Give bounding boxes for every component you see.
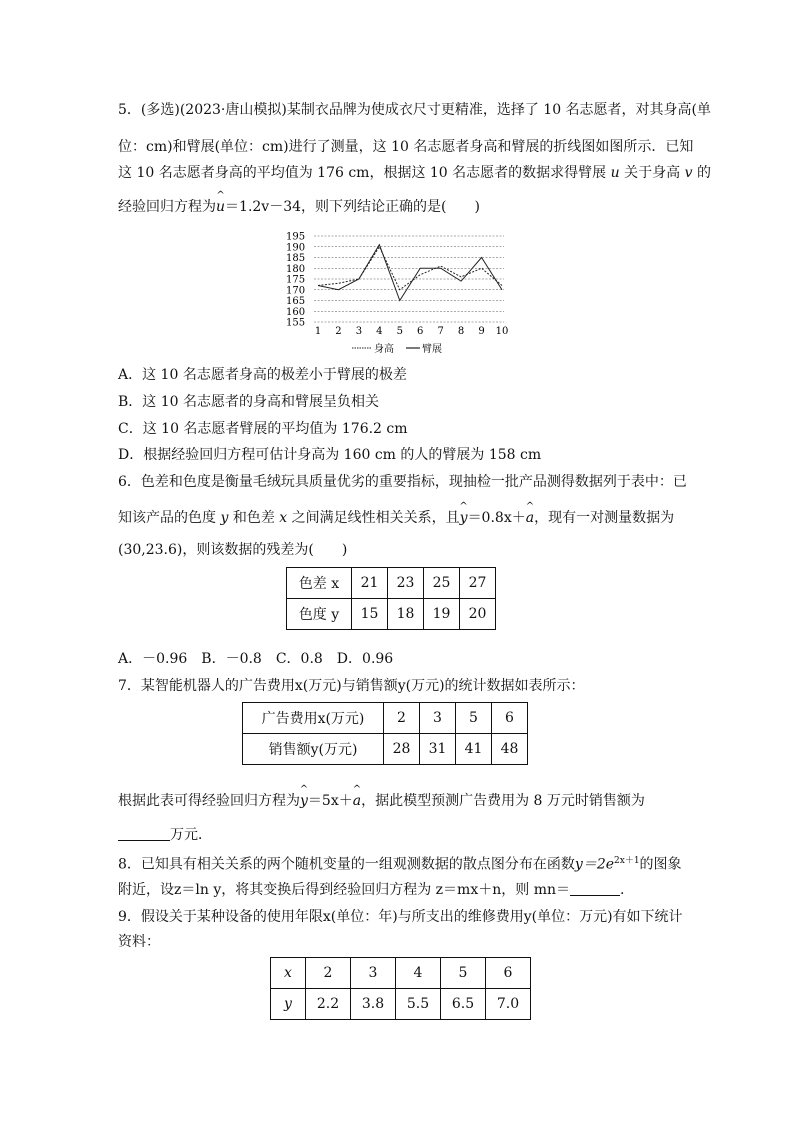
table-row: y 2.2 3.8 5.5 6.5 7.0	[271, 989, 531, 1020]
x-tick-label: 1	[314, 326, 322, 337]
x-tick-label: 7	[437, 326, 444, 337]
x-tick-label: 5	[396, 326, 403, 337]
q9-line1: 9．假设关于某种设备的使用年限x(单位：年)与所支出的维修费用y(单位：万元)有如下统计	[118, 909, 683, 925]
q5-line2: 位：cm)和臂展(单位：cm)进行了测量，这 10 名志愿者身高和臂展的折线图如图所示．已知	[118, 139, 694, 155]
y-tick-label: 160	[286, 306, 306, 318]
q7-answer-blank[interactable]	[118, 826, 170, 841]
table-row: 销售额y(万元) 28 31 41 48	[243, 734, 528, 765]
q5-option-b[interactable]: B．这 10 名志愿者的身高和臂展呈负相关	[118, 394, 380, 410]
x-tick-label: 10	[495, 326, 509, 337]
legend-span-label: 臂展	[422, 344, 442, 355]
x-tick-label: 6	[417, 326, 424, 337]
q5-line1: 5．(多选)(2023·唐山模拟)某制衣品牌为使成衣尺寸更精准，选择了 10 名志愿者，对其身高(单	[118, 102, 712, 118]
series-span-line	[318, 245, 502, 301]
q7-line3: 万元．	[118, 825, 212, 845]
q6-table	[286, 567, 496, 630]
x-tick-label: 2	[335, 326, 342, 337]
q5-option-d[interactable]: D．根据经验回归方程可估计身高为 160 cm 的人的臂展为 158 cm	[118, 447, 542, 463]
q9-line2: 资料：	[118, 934, 160, 950]
table-row: x 2 3 4 5 6	[271, 958, 531, 989]
q7-table	[242, 702, 528, 765]
y-tick-label: 180	[286, 263, 306, 275]
x-tick-label: 9	[478, 326, 485, 337]
y-tick-label: 185	[286, 253, 306, 264]
q6-line3: (30,23.6)，则该数据的残差为( )	[118, 542, 348, 558]
y-tick-label: 175	[286, 274, 306, 286]
x-tick-label: 3	[355, 326, 363, 337]
q5-option-c[interactable]: C．这 10 名志愿者臂展的平均值为 176.2 cm	[118, 421, 408, 437]
q8-line1: 8．已知具有相关关系的两个随机变量的一组观测数据的散点图分布在函数$y=2e^{2x+1}$的图象	[118, 856, 682, 873]
q7-line2: 根据此表可得经验回归方程为^ y＝5x＋^ a，据此模型预测广告费用为 8 万元时销售额为	[118, 791, 645, 811]
q6-options[interactable]: A．－0.96 B．－0.8 C．0.8 D．0.96	[118, 651, 394, 667]
q7-line1: 7．某智能机器人的广告费用x(万元)与销售额y(万元)的统计数据如表所示：	[118, 678, 585, 694]
q6-line1: 6．色差和色度是衡量毛绒玩具质量优劣的重要指标，现抽检一批产品测得数据列于表中：已	[118, 474, 687, 490]
table-row: 广告费用x(万元) 2 3 5 6	[243, 703, 528, 734]
q8-line2: 附近，设z＝ln y，将其变换后得到经验回归方程为 z＝mx＋n，则 mn＝ .	[118, 882, 625, 898]
q5-option-a[interactable]: A．这 10 名志愿者身高的极差小于臂展的极差	[118, 367, 407, 383]
legend-height-label: 身高	[374, 344, 394, 355]
q8-answer-blank[interactable]	[570, 881, 620, 896]
x-tick-label: 8	[457, 326, 465, 337]
line-chart	[280, 226, 520, 356]
q6-line2: 知该产品的色度 y 和色差 x 之间满足线性相关关系，且^ y＝0.8x＋^ a，现有一对测量数据为	[118, 508, 674, 528]
y-tick-label: 165	[286, 296, 306, 307]
q5-line4: 经验回归方程为^ u＝1.2v－34，则下列结论正确的是( )	[118, 197, 480, 217]
x-tick-label: 4	[376, 326, 383, 337]
y-tick-label: 190	[286, 242, 306, 254]
y-tick-label: 170	[286, 285, 306, 297]
table-row: 色差 x 21 23 25 27	[287, 568, 496, 599]
y-tick-label: 155	[286, 317, 306, 329]
y-tick-label: 195	[286, 231, 306, 243]
table-row: 色度 y 15 18 19 20	[287, 599, 496, 630]
q9-table	[270, 957, 531, 1020]
q5-line3: 这 10 名志愿者身高的平均值为 176 cm，根据这 10 名志愿者的数据求得臂展 u 关于身高 v 的	[118, 165, 711, 181]
